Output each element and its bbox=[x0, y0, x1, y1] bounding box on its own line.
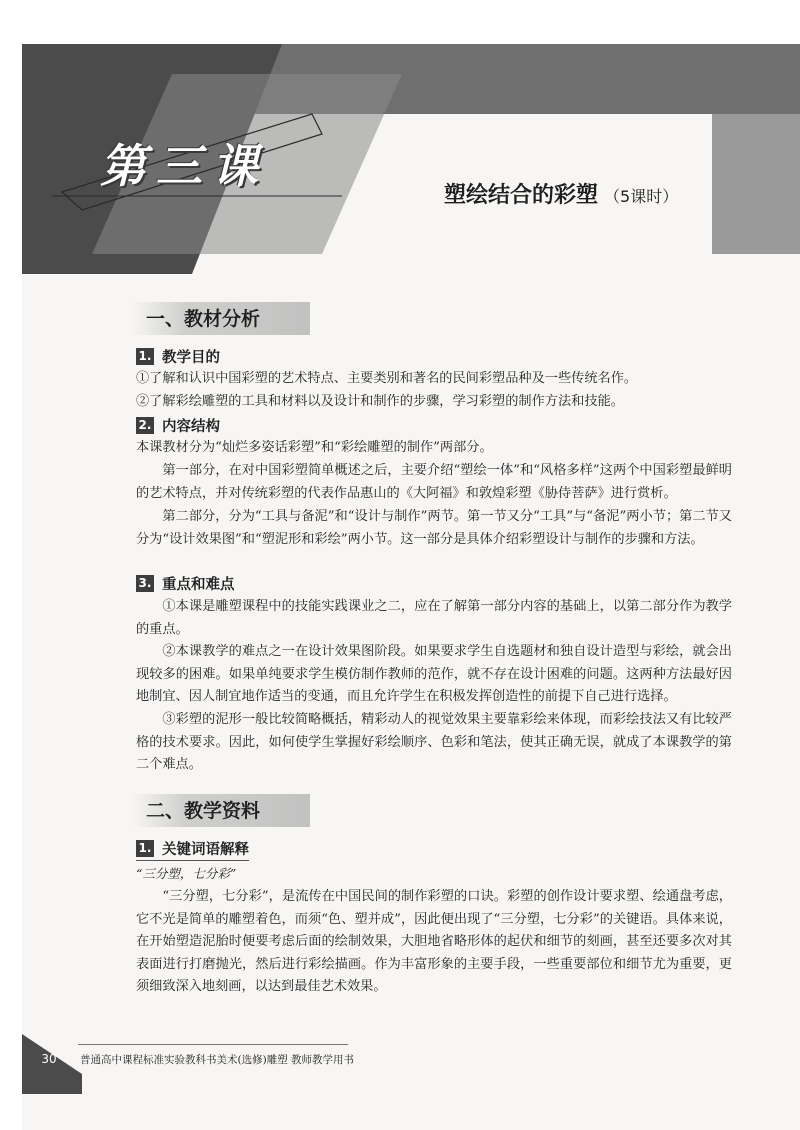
paragraph: ①了解和认识中国彩塑的艺术特点、主要类别和著名的民间彩塑品种及一些传统名作。 bbox=[136, 371, 638, 386]
book-page bbox=[22, 44, 800, 1130]
section-title: 二、教学资料 bbox=[132, 794, 310, 827]
footer-book-title: 普通高中课程标准实验教科书美术(选修)雕塑 教师教学用书 bbox=[80, 1054, 355, 1066]
lesson-hours: （5课时） bbox=[604, 187, 679, 206]
number-badge: 1. bbox=[136, 348, 154, 365]
number-badge: 3. bbox=[136, 575, 154, 592]
sub-heading-label: 重点和难点 bbox=[162, 577, 235, 593]
lesson-number: 第三课 bbox=[100, 139, 268, 193]
sub-heading bbox=[136, 838, 249, 861]
sub-heading bbox=[136, 573, 235, 594]
keyword-term: “三分塑，七分彩” bbox=[136, 866, 237, 881]
footer-divider bbox=[78, 1044, 348, 1045]
lesson-title bbox=[444, 178, 678, 209]
paragraph: ②本课教学的难点之一在设计效果图阶段。如果要求学生自选题材和独自设计造型与彩绘，就会出现较多的困难。如果单纯要求学生模仿制作教师的范作，就不存在设计困难的问题。这两种方法最好因地制宜、因人制宜地作适当的变通，而且允许学生在积极发挥创造性的前提下自己进行选择。 bbox=[136, 644, 732, 705]
lesson-title-text: 塑绘结合的彩塑 bbox=[444, 183, 599, 208]
paragraph: 第二部分，分为“工具与备泥”和“设计与制作”两节。第一节又分“工具”与“备泥”两小节；第二节又分为“设计效果图”和“塑泥形和彩绘”两小节。这一部分是具体介绍彩塑设计与制作的步骤和方法。 bbox=[136, 509, 732, 547]
sub-heading-label: 关键词语解释 bbox=[162, 842, 249, 858]
paragraph: ①本课是雕塑课程中的技能实践课业之二，应在了解第一部分内容的基础上，以第二部分作为教学的重点。 bbox=[136, 599, 732, 637]
paragraph: 第一部分，在对中国彩塑简单概述之后，主要介绍“塑绘一体”和“风格多样”这两个中国彩塑最鲜明的艺术特点，并对传统彩塑的代表作品惠山的《大阿福》和敦煌彩塑《胁侍菩萨》进行赏析。 bbox=[136, 463, 732, 501]
paragraph: 本课教材分为“灿烂多姿话彩塑”和“彩绘雕塑的制作”两部分。 bbox=[136, 440, 493, 455]
sub-heading-label: 内容结构 bbox=[162, 419, 220, 435]
paragraph: ③彩塑的泥形一般比较简略概括，精彩动人的视觉效果主要靠彩绘来体现，而彩绘技法又有比较严格的技术要求。因此，如何使学生掌握好彩绘顺序、色彩和笔法，使其正确无误，就成了本课教学的第二个难点。 bbox=[136, 712, 732, 773]
sub-heading bbox=[136, 346, 220, 367]
section-title: 一、教材分析 bbox=[132, 302, 310, 335]
sub-heading bbox=[136, 415, 220, 436]
number-badge: 1. bbox=[136, 840, 154, 857]
paragraph: ②了解彩绘雕塑的工具和材料以及设计和制作的步骤，学习彩塑的制作方法和技能。 bbox=[136, 394, 624, 409]
number-badge: 2. bbox=[136, 417, 154, 434]
paragraph: “三分塑，七分彩”，是流传在中国民间的制作彩塑的口诀。彩塑的创作设计要求塑、绘通盘考虑，它不光是简单的雕塑着色，而须“色、塑并成”，因此便出现了“三分塑，七分彩”的关键语。具体来说，在开始塑造泥胎时便要考虑后面的绘制效果，大胆地省略形体的起伏和细节的刻画，甚至还要多次对其表面进行打磨抛光，然后进行彩绘描画。作为丰富形象的主要手段，一些重要部位和细节尤为重要，更须细致深入地刻画，以达到最佳艺术效果。 bbox=[136, 889, 732, 995]
page-number: 30 bbox=[41, 1052, 57, 1066]
sub-heading-label: 教学目的 bbox=[162, 350, 220, 366]
